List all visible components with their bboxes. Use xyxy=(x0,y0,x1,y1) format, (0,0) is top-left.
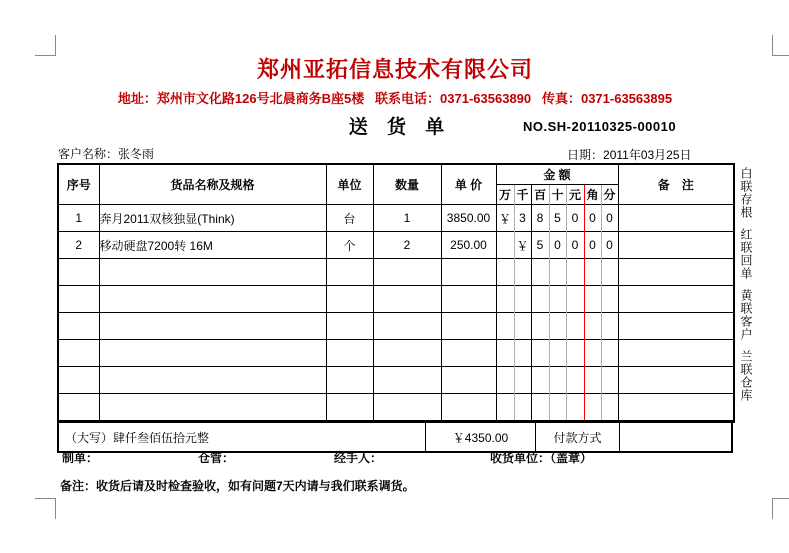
cell-item xyxy=(99,259,326,286)
cell-qty xyxy=(373,286,441,313)
col-header-no: 序号 xyxy=(58,164,99,205)
cell-item: 奔月2011双核独显(Think) xyxy=(99,205,326,232)
date-value: 2011年03月25日 xyxy=(603,148,692,162)
cell-unit: 个 xyxy=(326,232,373,259)
cell-digit: 0 xyxy=(584,232,601,259)
cell-digit xyxy=(584,367,601,394)
col-header-item: 货品名称及规格 xyxy=(99,164,326,205)
payment-method-label: 付款方式 xyxy=(535,423,619,451)
cell-digit xyxy=(566,367,584,394)
cell-digit xyxy=(496,259,514,286)
cell-item xyxy=(99,313,326,340)
cell-digit xyxy=(531,340,549,367)
cell-no xyxy=(58,367,99,394)
copy-label-yellow-customer: 黄联客户 xyxy=(739,289,753,341)
total-row xyxy=(57,423,733,453)
cell-unit xyxy=(326,313,373,340)
cell-digit xyxy=(514,259,531,286)
receiver-seal-label: 收货单位：（盖章） xyxy=(490,451,593,465)
col-header-qty: 数量 xyxy=(373,164,441,205)
table-row xyxy=(58,367,734,394)
table-row xyxy=(58,394,734,422)
cell-digit xyxy=(496,232,514,259)
cell-digit xyxy=(584,394,601,422)
cell-digit xyxy=(549,340,566,367)
cell-no: 1 xyxy=(58,205,99,232)
cell-remark xyxy=(618,205,734,232)
cell-digit xyxy=(514,367,531,394)
cell-digit xyxy=(531,367,549,394)
cell-remark xyxy=(618,313,734,340)
cell-digit: 0 xyxy=(601,232,618,259)
cell-digit xyxy=(549,259,566,286)
cell-item xyxy=(99,367,326,394)
date-line xyxy=(567,146,692,163)
cell-no xyxy=(58,286,99,313)
cell-no xyxy=(58,259,99,286)
cell-digit xyxy=(514,313,531,340)
total-amount: ￥4350.00 xyxy=(425,423,535,451)
cell-digit xyxy=(584,340,601,367)
cell-digit xyxy=(601,313,618,340)
table-row xyxy=(58,313,734,340)
cell-digit xyxy=(566,340,584,367)
items-table-wrap xyxy=(57,163,733,453)
digit-header-jiao: 角 xyxy=(584,185,601,205)
table-row xyxy=(58,259,734,286)
cell-digit xyxy=(531,394,549,422)
cell-digit: 0 xyxy=(549,232,566,259)
cell-qty xyxy=(373,340,441,367)
cell-digit: 3 xyxy=(514,205,531,232)
cell-no xyxy=(58,394,99,422)
cell-remark xyxy=(618,340,734,367)
cell-digit: 0 xyxy=(566,232,584,259)
cell-digit: 8 xyxy=(531,205,549,232)
cell-no xyxy=(58,313,99,340)
cell-unit: 台 xyxy=(326,205,373,232)
cell-digit xyxy=(601,367,618,394)
cell-qty xyxy=(373,394,441,422)
crop-mark-top-left-icon xyxy=(35,35,56,56)
cell-price xyxy=(441,394,496,422)
cell-digit xyxy=(601,394,618,422)
cell-digit xyxy=(601,259,618,286)
cell-digit xyxy=(566,313,584,340)
cell-digit xyxy=(514,286,531,313)
cell-digit xyxy=(601,286,618,313)
cell-digit: 5 xyxy=(549,205,566,232)
cell-digit xyxy=(601,340,618,367)
cell-item: 移动硬盘7200转 16M xyxy=(99,232,326,259)
cell-digit xyxy=(496,340,514,367)
cell-digit xyxy=(496,367,514,394)
cell-qty xyxy=(373,313,441,340)
customer-line xyxy=(58,145,154,162)
cell-price xyxy=(441,313,496,340)
col-header-amount: 金 额 xyxy=(496,164,618,185)
cell-price xyxy=(441,340,496,367)
payment-method-value xyxy=(619,423,731,451)
doc-number: NO.SH-20110325-00010 xyxy=(523,119,677,134)
cell-digit xyxy=(566,286,584,313)
cell-digit xyxy=(549,286,566,313)
cell-remark xyxy=(618,286,734,313)
cell-digit xyxy=(549,367,566,394)
cell-digit: 0 xyxy=(584,205,601,232)
cell-digit xyxy=(566,394,584,422)
cell-digit xyxy=(531,313,549,340)
copy-label-red-receipt: 红联回单 xyxy=(739,228,753,280)
copy-labels xyxy=(739,167,753,402)
cell-digit xyxy=(584,259,601,286)
digit-header-wan: 万 xyxy=(496,185,514,205)
cell-digit: 0 xyxy=(566,205,584,232)
maker-label: 制单： xyxy=(62,451,99,465)
col-header-price: 单 价 xyxy=(441,164,496,205)
company-title: 郑州亚拓信息技术有限公司 xyxy=(256,57,533,82)
table-row xyxy=(58,232,734,259)
items-table xyxy=(57,163,735,423)
cell-unit xyxy=(326,367,373,394)
cell-unit xyxy=(326,259,373,286)
copy-label-white-stub: 白联存根 xyxy=(739,167,753,219)
col-header-remark: 备 注 xyxy=(618,164,734,205)
date-label: 日期： xyxy=(567,148,604,162)
cell-no: 2 xyxy=(58,232,99,259)
cell-digit: 5 xyxy=(531,232,549,259)
cell-qty xyxy=(373,259,441,286)
cell-remark xyxy=(618,394,734,422)
handler-label: 经手人： xyxy=(334,451,383,465)
cell-no xyxy=(58,340,99,367)
cell-digit xyxy=(514,340,531,367)
digit-header-shi: 十 xyxy=(549,185,566,205)
col-header-unit: 单位 xyxy=(326,164,373,205)
cell-qty: 2 xyxy=(373,232,441,259)
cell-digit xyxy=(549,313,566,340)
crop-mark-bottom-right-icon xyxy=(772,498,789,519)
cell-item xyxy=(99,340,326,367)
cell-item xyxy=(99,394,326,422)
cell-digit xyxy=(496,313,514,340)
table-row xyxy=(58,340,734,367)
table-row xyxy=(58,286,734,313)
cell-qty: 1 xyxy=(373,205,441,232)
cell-item xyxy=(99,286,326,313)
crop-mark-bottom-left-icon xyxy=(35,498,56,519)
cell-digit xyxy=(584,286,601,313)
cell-digit xyxy=(584,313,601,340)
cell-price: 3850.00 xyxy=(441,205,496,232)
doc-title: 送 货 单 xyxy=(348,117,452,138)
footer-note: 备注：收货后请及时检查验收，如有问题7天内请与我们联系调货。 xyxy=(60,479,415,493)
cell-digit xyxy=(496,394,514,422)
cell-digit xyxy=(531,259,549,286)
customer-label: 客户名称： xyxy=(58,147,119,161)
cell-digit: ￥ xyxy=(514,232,531,259)
copy-label-blue-warehouse: 兰联仓库 xyxy=(739,350,753,402)
cell-price xyxy=(441,367,496,394)
cell-unit xyxy=(326,340,373,367)
cell-digit xyxy=(549,394,566,422)
cell-price xyxy=(441,286,496,313)
table-row xyxy=(58,205,734,232)
cell-remark xyxy=(618,259,734,286)
digit-header-fen: 分 xyxy=(601,185,618,205)
cell-remark xyxy=(618,367,734,394)
cell-digit xyxy=(496,286,514,313)
cell-price xyxy=(441,259,496,286)
cell-unit xyxy=(326,394,373,422)
cell-price: 250.00 xyxy=(441,232,496,259)
customer-name: 张冬雨 xyxy=(118,147,155,161)
cell-digit xyxy=(514,394,531,422)
cell-digit: ￥ xyxy=(496,205,514,232)
cell-digit xyxy=(531,286,549,313)
cell-digit: 0 xyxy=(601,205,618,232)
digit-header-yuan: 元 xyxy=(566,185,584,205)
cell-remark xyxy=(618,232,734,259)
digit-header-qian: 千 xyxy=(514,185,531,205)
total-in-words: （大写）肆仟叁佰伍拾元整 xyxy=(65,430,210,445)
digit-header-bai: 百 xyxy=(531,185,549,205)
cell-unit xyxy=(326,286,373,313)
address-line: 地址：郑州市文化路126号北晨商务B座5楼 联系电话：0371-63563890 传真：0371-63563895 xyxy=(117,91,673,106)
crop-mark-top-right-icon xyxy=(772,35,789,56)
cell-qty xyxy=(373,367,441,394)
cell-digit xyxy=(566,259,584,286)
warehouse-keeper-label: 仓管： xyxy=(198,451,235,465)
